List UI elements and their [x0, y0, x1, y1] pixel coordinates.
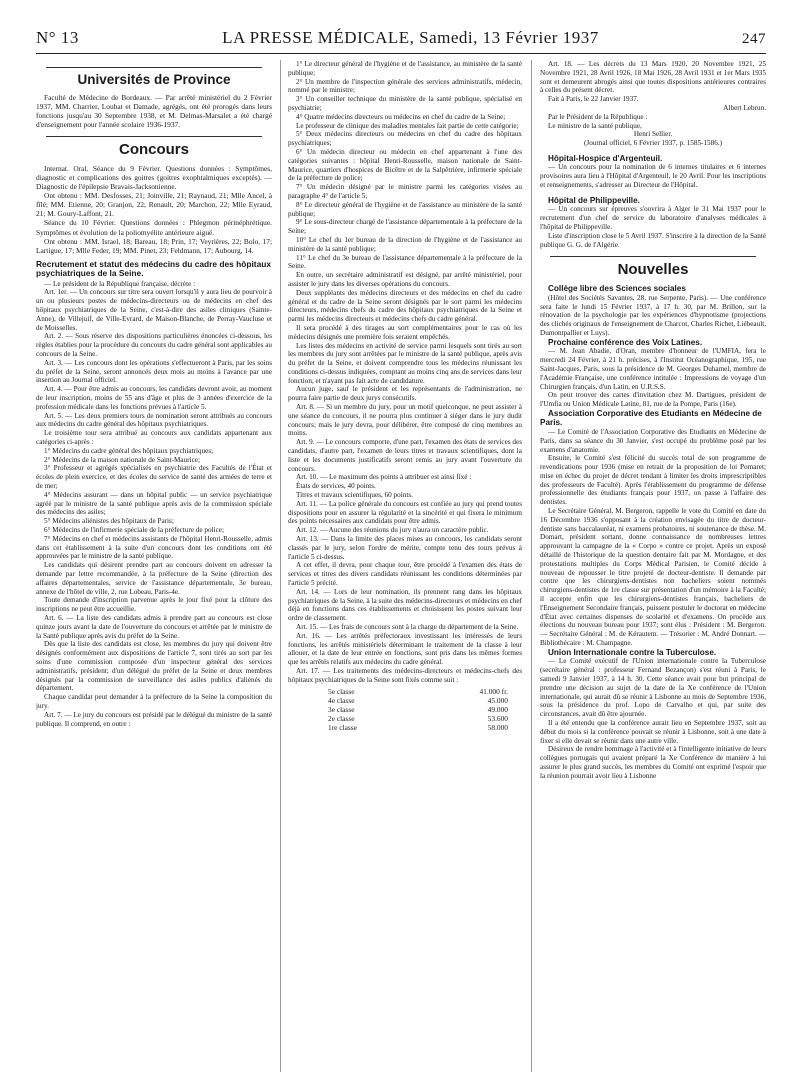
salary-value: 53.600: [487, 713, 508, 723]
article-paragraph: 4° Médecins assurant — dans un hôpital public — un service psychiatrique agréé par le ministre de la santé publique après avis de la commission spéciale des médecins des asiles;: [36, 490, 272, 517]
article-paragraph: Art. 11. — La police générale du concours est confiée au jury qui prend toutes dispositions pour en assurer la régularité et la sincérité et qui fixera le minimum des points nécessaires aux candidats pour être admis.: [288, 499, 522, 526]
jury-item: 7° Un médecin désigné par le ministre parmi les catégories visées au paragraphe 4° de l'article 5;: [288, 183, 522, 200]
article-paragraph: Art. 10. — Le maximum des points à attribuer est ainsi fixé :: [296, 473, 472, 482]
association-text-2: Ensuite, le Comité s'est félicité du succès total de son programme de revendications pour 1936 (mise en retrait de la proposition de loi Pomaret; mise en échec du projet de décret tendant à limiter les droits imprescriptibles des professeurs de Faculté). Après l'établissement du programme de défense professionnelle des étudiants français pour 1937, on passe à l'affaire des dentistes.: [540, 454, 766, 507]
argenteuil-heading: Hôpital-Hospice d'Argenteuil.: [548, 153, 663, 163]
salary-value: 49.000: [487, 704, 508, 714]
salary-class: 5e classe: [328, 686, 355, 696]
union-text-2: Il a été entendu que la conférence aurait lieu en Septembre 1937, soit au début du mois si la conférence pouvait se réunir à Lisbonne, soit à une date à fixer si elle devait se réunir dans une autre ville.: [540, 718, 766, 745]
salary-class: 4e classe: [328, 695, 355, 705]
signature-president: Albert Lebrun.: [723, 103, 766, 112]
article-paragraph: Art. 13. — Dans la limite des places mises au concours, les candidats seront classés par le jury, selon l'ordre de mérite, compte tenu des tours prévus à l'article 5 ci-dessus.: [288, 535, 522, 561]
article-paragraph: Toute demande d'inscription parvenue après le jour fixé pour la clôture des inscriptions ne peut être accueillie.: [36, 596, 272, 614]
union-text: — Le Comité exécutif de l'Union internationale contre la Tuberculose (secrétaire général : professeur Fernand Bezançon) s'est réuni à Paris, le samedi 9 Janvier 1937, à 14 h. 30. Cette séance avait pour but principal de prendre une décision au sujet de la date de la Xe conférence de l'Union internationale, qui aurait dû se réunir à Lisbonne au mois de Septembre 1936, sous la présidence du prof. Lopo de Carvalho et qui, par suite des circonstances, avait dû être ajournée.: [540, 657, 766, 719]
universities-heading: Universités de Province: [77, 72, 231, 87]
signature-line: Le ministre de la santé publique,: [548, 121, 642, 130]
association-text: — Le Comité de l'Association Corporative des Etudiants en Médecine de Paris, dans sa séance du 30 Janvier, s'est occupé du problème posé par les examens d'anatomie.: [540, 427, 766, 454]
internat-session-2: Séance du 10 Février. Questions données : Phlegmon périnéphrétique. Symptômes et évolution de la poliomyélite antérieure aiguë.: [36, 218, 272, 237]
article-paragraph: Il sera procédé à des tirages au sort complémentaires pour le cas où les médecins désignés une première fois seraient empêchés.: [288, 323, 522, 341]
signature-minister: Henri Sellier.: [633, 130, 673, 139]
journal-reference: (Journal officiel, 6 Février 1937, p. 1585-1586.): [584, 139, 722, 148]
jury-item: 5° Deux médecins directeurs ou médecins en chef du cadre des hôpitaux psychiatriques;: [288, 130, 522, 148]
article-paragraph: A cet effet, il devra, pour chaque tour, être procédé à l'examen des états de services et titres des divers candidats réunissant les conditions déterminées par l'article 5 précité.: [288, 561, 522, 588]
masthead-title: LA PRESSE MÉDICALE, Samedi, 13 Février 1937: [222, 28, 599, 47]
article-paragraph: Art. 6. — La liste des candidats admis à prendre part au concours est close quinze jours avant la date de l'ouverture du concours et arrêtée par le ministre de la Santé publique après avis du préfet de la Seine.: [36, 613, 272, 640]
salary-row: [288, 696, 522, 705]
article-paragraph: Art. 8. — Si un membre du jury, pour un motif quelconque, ne peut assister à une séance du concours, il ne pourra plus continuer à siéger dans le jury dudit concours; mais le jury devra, pour délibérer, être composé de cinq membres au moins.: [288, 403, 522, 438]
college-heading: Collège libre des Sciences sociales: [548, 284, 686, 294]
article-paragraph: Dès que la liste des candidats est close, les membres du jury qui doivent être désignés conformément aux dispositions de l'article 7, sont tirés au sort par les soins d'une commission composée d'un inspecteur général des services administratifs, président; d'un délégué du préfet de la Seine et deux membres désignés par la commission de surveillance des asiles publics d'aliénés du département.: [36, 640, 272, 693]
voix-latines-text-2: On peut trouver des cartes d'invitation chez M. Dartigues, président de l'Umfia ou Union Médicale Latine, 81, rue de la Pompe, Paris (16e).: [540, 391, 766, 409]
philippeville-text-2: Liste d'inscription close le 5 Avril 1937. S'inscrire à la direction de la Santé publique G. G. de l'Algérie.: [540, 231, 766, 249]
header-rule: [36, 53, 766, 54]
association-text-3: Le Secrétaire Général, M. Bergeron, rappelle le vote du Comité en date du 16 Décembre 1936 s'opposant à la création envisagée du titre de docteur-dentiste sans baccalauréat, ni examens probatoires, ni soutenance de thèse. M. Domart, président sortant, donne connaissance de nombreuses lettres approuvant la campagne de la « Corpo » contre ce projet. Après un exposé détaillé de l'historique de la question dentaire fait par M. Mordagne, et des protestations multiples du Corps Médical Parisien, le Comité décide à nouveau de repousser le titre projeté de docteur-dentiste. Il demande par contre que les chirurgiens-dentistes non bacheliers soient nommés chirurgiens-dentistes de 1re classe sur présentation d'un mémoire à la Faculté; il accepte enfin que les chirurgiens-dentistes français, bacheliers de l'Enseignement Secondaire français, puissent postuler le doctorat en médecine d'État avec certaines dispenses de scolarité et d'examens. On procède aux élections du nouveau bureau pour 1937; sont élus : Président : M. Bergeron. — Secrétaire Général : M. de Kérautem. — Trésorier : M. André Donnart. — Bibliothécaire : M. Champagne.: [540, 507, 766, 648]
article-paragraph: 6° Médecins de l'infirmerie spéciale de la préfecture de police;: [44, 525, 224, 534]
article-paragraph: 5° Médecins aliénistes des hôpitaux de Paris;: [44, 517, 174, 526]
article-paragraph: — Le président de la République française, décrète :: [44, 279, 196, 288]
signature-date: Fait à Paris, le 22 Janvier 1937.: [548, 95, 639, 104]
section-rule: [46, 136, 262, 137]
article-paragraph: Art. 12. — Aucune des réunions du jury n'aura un caractère public.: [296, 526, 489, 535]
page-number: 247: [742, 31, 766, 47]
jury-item: 10° Le chef du 1er bureau de la direction de l'hygiène et de l'assistance au ministère de la santé publique;: [288, 235, 522, 253]
union-heading: Union Internationale contre la Tuberculose.: [548, 647, 717, 657]
philippeville-text: — Un concours sur épreuves s'ouvrira à Alger le 31 Mai 1937 pour le recrutement d'un chef de service du laboratoire d'analyses médicales à l'hôpital de Philippeville.: [540, 205, 766, 231]
article-paragraph: États de services, 40 points.: [296, 482, 376, 491]
section-rule: [550, 256, 756, 257]
jury-item: 3° Un conseiller technique du ministère de la santé publique, spécialisé en psychiatrie;: [288, 95, 522, 112]
column-divider-1: [280, 60, 281, 1072]
article-paragraph: Les candidats qui désirent prendre part au concours doivent en adresser la demande par lettre recommandée, à la préfecture de la Seine (direction des affaires départementales, service de l'assistance départementale, 3e bureau, annexe de l'hôtel de ville, 2, rue Lobeau, Paris-4e.: [36, 561, 272, 596]
article-paragraph: Art. 7. — Le jury du concours est présidé par le délégué du ministre de la santé publique. Il comprend, en outre :: [36, 710, 272, 728]
column-1: [36, 60, 272, 1072]
argenteuil-text: — Un concours pour la nomination de 6 internes titulaires et 6 internes provisoires aura lieu à l'Hôpital d'Argenteuil, le 20 Avril. Pour les inscriptions et renseignements, s'adresser au Directeur de l'Hôpital.: [540, 163, 766, 190]
salary-value: 45.000: [487, 695, 508, 705]
association-heading: Association Corporative des Etudiants en Médecine de Paris.: [540, 408, 762, 428]
bordeaux-paragraph: Faculté de Médecine de Bordeaux. — Par arrêté ministériel du 2 Février 1937, MM. Charrier, Loubat et Damade, agrégés, ont été prorogés dans leurs fonctions jusqu'au 30 Septembre 1938, et M. Delmas-Marsalet a été chargé d'enseignement pour l'année scolaire 1936-1937.: [36, 93, 272, 130]
signature-line: Par le Président de la République :: [548, 112, 648, 121]
article-paragraph: Art. 15. — Les frais de concours sont à la charge du département de la Seine.: [296, 623, 519, 631]
article-paragraph: Art. 9. — Le concours comporte, d'une part, l'examen des états de services des candidats, d'autre part, l'examen de leurs titres et travaux scientifiques, dont la liste et les documents justificatifs seront remis au jury avant l'ouverture du concours.: [288, 438, 522, 473]
salary-class: 1re classe: [328, 722, 357, 732]
column-3: [540, 60, 766, 1072]
voix-latines-text: — M. Jean Abadie, d'Oran, membre d'honneur de l'UMFIA, fera le mercredi 24 Février, à 21 h. précises, à l'Institut Océanographique, 195, rue Saint-Jacques, Paris, sous la présidence de M. Georges Duhamel, membre de l'Académie Française, une conférence intitulée : Impressions de voyage d'un Chirurgien français, d'un Latin, en U.R.S.S.: [540, 347, 766, 391]
article-paragraph: Art. 4. — Pour être admis au concours, les candidats devront avoir, au moment de leur inscription, moins de 55 ans d'âge et plus de 3 années d'exercice de la profession médicale dans les fonctions prévues à l'article 5.: [36, 385, 272, 411]
salary-row: [288, 705, 522, 714]
jury-item: 8° Le directeur général de l'hygiène et de l'assistance au ministère de la santé publique;: [288, 200, 522, 218]
article-paragraph: Le troisième tour sera attribué au concours aux candidats appartenant aux catégories ci-après :: [36, 429, 272, 446]
jury-item: 9° Le sous-directeur chargé de l'assistance départementale à la préfecture de la Seine;: [288, 218, 522, 236]
college-text: (Hôtel des Sociétés Savantes, 28, rue Serpente, Paris). — Une conférence sera faite le lundi 15 Février 1937, à 17 h. 30, par M. Brillon, sur la rénovation de la psychologie par les expériences d'hypnotisme (projections des clichés originaux de l'enseignement de Charcot, Charles Richet, Liébeault, Dumontpallier et Luys).: [540, 293, 766, 338]
salary-value: 41.000 fr.: [479, 686, 508, 696]
article-paragraph: Art. 1er. — Un concours sur titre sera ouvert lorsqu'il y aura lieu de pourvoir à un ou plusieurs postes de médecins-directeurs ou de médecins en chef des hôpitaux psychiatriques de la Seine, c'est-à-dire des asiles cliniques (Sainte-Anne), de Villejuif, de Ville-Evrard, de Maison-Blanche, de Perray-Vaucluse et de Moisselles.: [36, 288, 272, 332]
article-paragraph: Deux suppléants des médecins directeurs et des médecins en chef du cadre général et du cadre de la Seine seront désignés par le sort parmi les médecins directeurs, médecins chefs du cadre des hôpitaux psychiatriques de la Seine et parmi les médecins directeurs et médecins chefs du cadre général.: [288, 288, 522, 324]
article-paragraph: Art. 2. — Sous réserve des dispositions particulières énoncées ci-dessous, les règles établies pour la procédure du concours du cadre général sont applicables au concours de la Seine.: [36, 332, 272, 359]
salary-row: [288, 714, 522, 723]
article-paragraph: Aucun juge, sauf le président et les représentants de l'administration, ne pourra faire partie de deux jurys consécutifs.: [288, 385, 522, 403]
article-paragraph: Chaque candidat peut demander à la préfecture de la Seine la composition du jury.: [36, 693, 272, 710]
salary-row: [288, 687, 522, 696]
article-paragraph: Art. 16. — Les arrêtés préfectoraux investissant les intéressés de leurs fonctions, les arrêtés ministériels déterminant le traitement de la classe à leur allouer, et la date de leur entrée en fonctions, sont pris dans les mêmes formes que les arrêtés relatifs aux médecins du cadre général.: [288, 631, 522, 667]
internat-results: Ont obtenu : MM. Desfosses, 21; Joinville, 21; Raynaud, 21; Mlle Ancel, à fîlé; MM. Etienne, 20; Granjon, 22; Renault, 20; Marchon, 22; Mlle Eyraud, 21; M. Goury-Laffont, 21.: [36, 191, 272, 219]
section-rule: [46, 67, 262, 68]
page-header: [36, 28, 766, 52]
article-paragraph: 7° Médecins en chef et médecins assistants de l'hôpital Henri-Rousselle, admis dans cet établissement à la suite d'un concours dont les conditions ont été approuvées par le ministre de la santé publique.: [36, 534, 272, 561]
article-paragraph: 1° Médecins du cadre général des hôpitaux psychiatriques;: [44, 446, 214, 455]
internat-paragraph: Internat. Oral. Séance du 9 Février. Questions données : Symptômes, diagnostic et complications des goitres (goitres exophtalmiques exceptés). — Diagnostic de l'épilepsie Bravais-Jacksonienne.: [36, 164, 272, 192]
philippeville-heading: Hôpital de Philippeville.: [548, 195, 640, 205]
jury-item: 2° Un membre de l'inspection générale des services administratifs, médecin, nommé par le ministre;: [288, 77, 522, 95]
article-paragraph: Art. 18. — Les décrets du 13 Mars 1920, 20 Novembre 1921, 25 Novembre 1921, 28 Avril 1926, 18 Mai 1926, 28 Avril 1931 et 1er Mars 1935 sont et demeurent abrogés ainsi que toutes dispositions antérieures contraires à celles du présent décret.: [540, 60, 766, 95]
recrutement-heading: Recrutement et statut des médecins du cadre des hôpitaux psychiatriques de la Seine.: [36, 258, 272, 279]
concours-heading: Concours: [118, 141, 189, 159]
salary-class: 2e classe: [328, 713, 355, 723]
article-paragraph: Titres et travaux scientifiques, 60 points.: [296, 491, 413, 500]
issue-number: N° 13: [36, 28, 79, 47]
salary-value: 58.000: [487, 722, 508, 732]
column-divider-2: [531, 60, 532, 1072]
jury-item: 6° Un médecin directeur ou médecin en chef appartenant à l'une des catégories suivantes : hôpital Henri-Rousselle, maison nationale de Saint-Maurice, quartiers d'hospices de Bicêtre et de la Salpêtrière, infirmerie spéciale de la préfecture de police;: [288, 147, 522, 183]
jury-item: Le professeur de clinique des maladies mentales fait partie de cette catégorie;: [296, 121, 519, 130]
article-paragraph: Les listes des médecins en activité de service parmi lesquels sont tirés au sort les membres du jury sont arrêtées par le ministre de la santé publique, après avis du préfet de la Seine, et doivent comprendre tous les médecins réunissant les conditions ci-dessus indiquées, comptant au moins cinq ans de services dans leur fonction, et n'ayant pas fait acte de candidature.: [288, 341, 522, 385]
internat-results-2: Ont obtenu : MM. Israel, 18; Bareau, 18; Prin, 17; Veyrières, 22; Bolo, 17; Lartigue, 17; Mlle Feder, 19; MM. Pinet, 23; Feldmann, 17; Aubourg, 14.: [36, 236, 272, 255]
salary-class: 3e classe: [328, 704, 355, 714]
column-2: [288, 60, 522, 1072]
article-paragraph: En outre, un secrétaire administratif est désigné, par arrêté ministériel, pour assister le jury dans les diverses opérations du concours.: [288, 271, 522, 288]
jury-item: 11° Le chef du 3e bureau de l'assistance départementale à la préfecture de la Seine.: [288, 253, 522, 271]
salary-row: [288, 723, 522, 732]
union-text-3: Désireux de rendre hommage à l'activité et à l'intelligente initiative de leurs collègues portugais qui avaient préparé la Xe Conférence de manière à lui assurer le plus grand succès, les membres du Comité ont exprimé l'espoir que la réunion pourrait avoir lieu à Lisbonne: [540, 745, 766, 780]
article-paragraph: Art. 3. — Les concours dont les opérations s'effectueront à Paris, par les soins du préfet de la Seine, seront annoncés deux mois au moins à l'avance par une insertion au Journal officiel.: [36, 358, 272, 385]
article-paragraph: Art. 14. — Lors de leur nomination, ils prennent rang dans les hôpitaux psychiatriques de la Seine, à la suite des médecins-directeurs et médecins en chef déjà en fonctions dans ces établissements et choisissent les postes suivant leur ordre de classement.: [288, 587, 522, 623]
nouvelles-heading: Nouvelles: [617, 261, 689, 279]
salary-table: [288, 687, 522, 732]
article-paragraph: 3° Professeur et agrégés spécialisés en psychiatrie des Facultés de l'État et écoles de plein exercice, et des écoles du service de santé des armées de terre et de mer;: [36, 464, 272, 490]
jury-item: 1° Le directeur général de l'hygiène et de l'assistance, au ministère de la santé publique;: [288, 60, 522, 77]
voix-latines-heading: Prochaine conférence des Voix Latines.: [548, 337, 703, 347]
jury-item: 4° Quatre médecins directeurs ou médecins en chef du cadre de la Seine;: [296, 112, 506, 121]
article-paragraph: 2° Médecins de la maison nationale de Saint-Maurice;: [44, 455, 200, 464]
article-paragraph: Art. 5. — Les deux premiers tours de nomination seront attribués au concours aux médecins du cadre général des hôpitaux psychiatriques.: [36, 411, 272, 429]
article-paragraph: Art. 17. — Les traitements des médecins-directeurs et médecins-chefs des hôpitaux psychiatriques de la Seine sont fixés comme suit :: [288, 666, 522, 684]
